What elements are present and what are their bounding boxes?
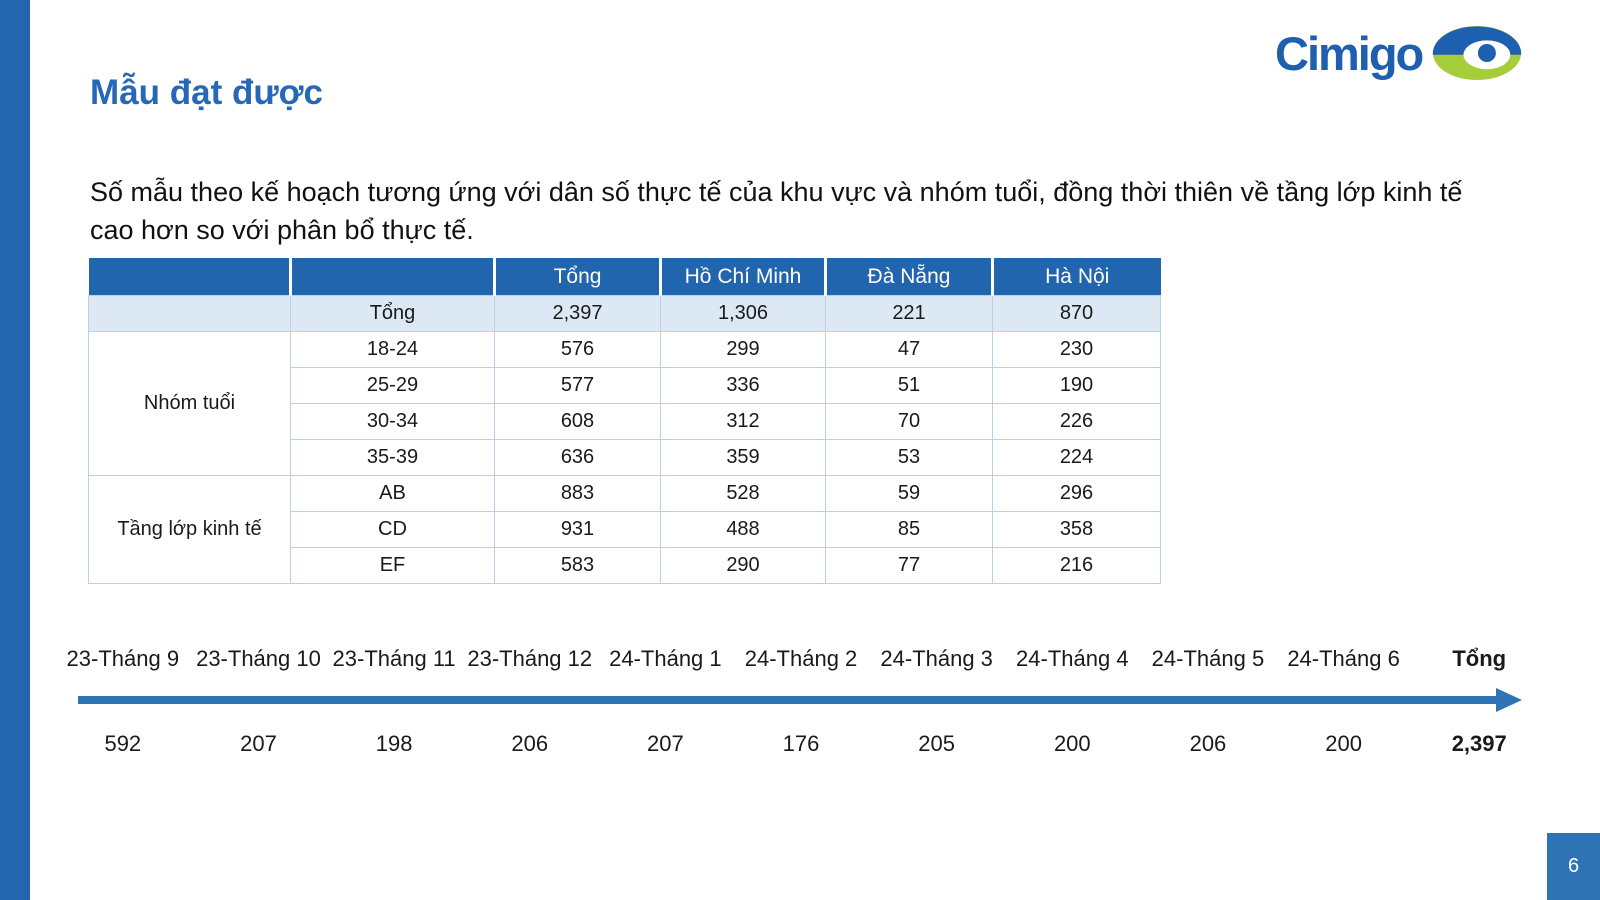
table-cell-value: 577 — [495, 368, 661, 404]
table-cell-value: 636 — [495, 440, 661, 476]
table-cell-value: 583 — [495, 548, 661, 584]
table-cell-value: 608 — [495, 404, 661, 440]
table-cell-value: 870 — [993, 296, 1161, 332]
table-row-total — [89, 296, 1161, 332]
page-number-badge — [1547, 833, 1600, 900]
table-cell-value: 59 — [826, 476, 993, 512]
table-cell-category: 35-39 — [291, 440, 495, 476]
table-cell-value: 230 — [993, 332, 1161, 368]
timeline-value: 200 — [1053, 731, 1091, 756]
timeline-label: 24-Tháng 2 — [744, 646, 858, 671]
table-cell-category: 18-24 — [291, 332, 495, 368]
table-cell-value: 931 — [495, 512, 661, 548]
table-cell-value: 576 — [495, 332, 661, 368]
table-cell-value: 296 — [993, 476, 1161, 512]
timeline-label: 23-Tháng 11 — [332, 646, 456, 671]
table-header-empty-1 — [89, 258, 291, 296]
page-number: 6 — [1567, 855, 1580, 877]
table-cell-value: 216 — [993, 548, 1161, 584]
table-cell-value: 359 — [661, 440, 826, 476]
timeline-label: 24-Tháng 4 — [1016, 646, 1129, 671]
table-cell-value: 85 — [826, 512, 993, 548]
timeline-arrow-head-icon — [1496, 688, 1522, 712]
timeline-value: 176 — [782, 731, 820, 756]
group-label-age: Nhóm tuổi — [89, 332, 291, 476]
table-header-hanoi: Hà Nội — [993, 258, 1161, 296]
table-cell-value: 883 — [495, 476, 661, 512]
cimigo-logo — [1275, 24, 1522, 82]
timeline-label: 24-Tháng 5 — [1151, 646, 1265, 671]
sample-table — [88, 258, 1161, 584]
table-cell-value: 290 — [661, 548, 826, 584]
table-cell-value: 53 — [826, 440, 993, 476]
table-row — [89, 332, 1161, 368]
table-cell-value: 336 — [661, 368, 826, 404]
table-cell-value: 51 — [826, 368, 993, 404]
table-cell-value: 299 — [661, 332, 826, 368]
timeline-label: 23-Tháng 9 — [66, 646, 180, 671]
table-cell-value: 488 — [661, 512, 826, 548]
timeline-label: 24-Tháng 3 — [880, 646, 993, 671]
table-cell-value: 312 — [661, 404, 826, 440]
timeline-value: 200 — [1325, 731, 1362, 756]
table-cell-category: CD — [291, 512, 495, 548]
timeline-value: 206 — [1189, 731, 1227, 756]
timeline-value: 206 — [511, 731, 549, 756]
timeline-value-total: 2,397 — [1451, 731, 1507, 756]
table-cell-category: Tổng — [291, 296, 495, 332]
timeline-labels-row — [55, 646, 1547, 672]
timeline-value: 198 — [375, 731, 413, 756]
table-cell-value: 1,306 — [661, 296, 826, 332]
table-cell-value: 358 — [993, 512, 1161, 548]
timeline-value: 207 — [647, 731, 684, 756]
cimigo-logo-text: Cimigo — [1275, 26, 1423, 80]
table-cell-category: 25-29 — [291, 368, 495, 404]
table-cell-value: 226 — [993, 404, 1161, 440]
timeline-label: 24-Tháng 6 — [1287, 646, 1400, 671]
table-cell-category: AB — [291, 476, 495, 512]
cimigo-eye-icon — [1432, 24, 1522, 82]
timeline-value: 207 — [240, 731, 277, 756]
table-cell-category: 30-34 — [291, 404, 495, 440]
table-header-empty-2 — [291, 258, 495, 296]
timeline-value: 205 — [918, 731, 956, 756]
table-cell-empty — [89, 296, 291, 332]
table-header-danang: Đà Nẵng — [826, 258, 993, 296]
table-row — [89, 476, 1161, 512]
left-accent-bar — [0, 0, 30, 900]
table-cell-value: 47 — [826, 332, 993, 368]
table-cell-value: 224 — [993, 440, 1161, 476]
table-header-row — [89, 258, 1161, 296]
group-label-sec: Tầng lớp kinh tế — [89, 476, 291, 584]
timeline-label: 24-Tháng 1 — [609, 646, 722, 671]
intro-paragraph: Số mẫu theo kế hoạch tương ứng với dân số thực tế của khu vực và nhóm tuổi, đồng thời thiên về tầng lớp kinh tế cao hơn so với phân bổ thực tế. — [90, 177, 1463, 245]
table-cell-value: 77 — [826, 548, 993, 584]
timeline-label: 23-Tháng 10 — [196, 646, 321, 671]
page-title: Mẫu đạt được — [90, 73, 324, 113]
table-cell-value: 70 — [826, 404, 993, 440]
table-cell-value: 2,397 — [495, 296, 661, 332]
timeline-value: 592 — [104, 731, 142, 756]
timeline-label-total: Tổng — [1452, 646, 1507, 671]
table-header-hcm: Hồ Chí Minh — [661, 258, 826, 296]
table-cell-category: EF — [291, 548, 495, 584]
timeline-label: 23-Tháng 12 — [467, 646, 593, 671]
table-cell-value: 221 — [826, 296, 993, 332]
table-cell-value: 528 — [661, 476, 826, 512]
table-header-total: Tổng — [495, 258, 661, 296]
table-cell-value: 190 — [993, 368, 1161, 404]
timeline-arrow-line — [78, 696, 1498, 704]
timeline-values-row — [55, 731, 1547, 757]
